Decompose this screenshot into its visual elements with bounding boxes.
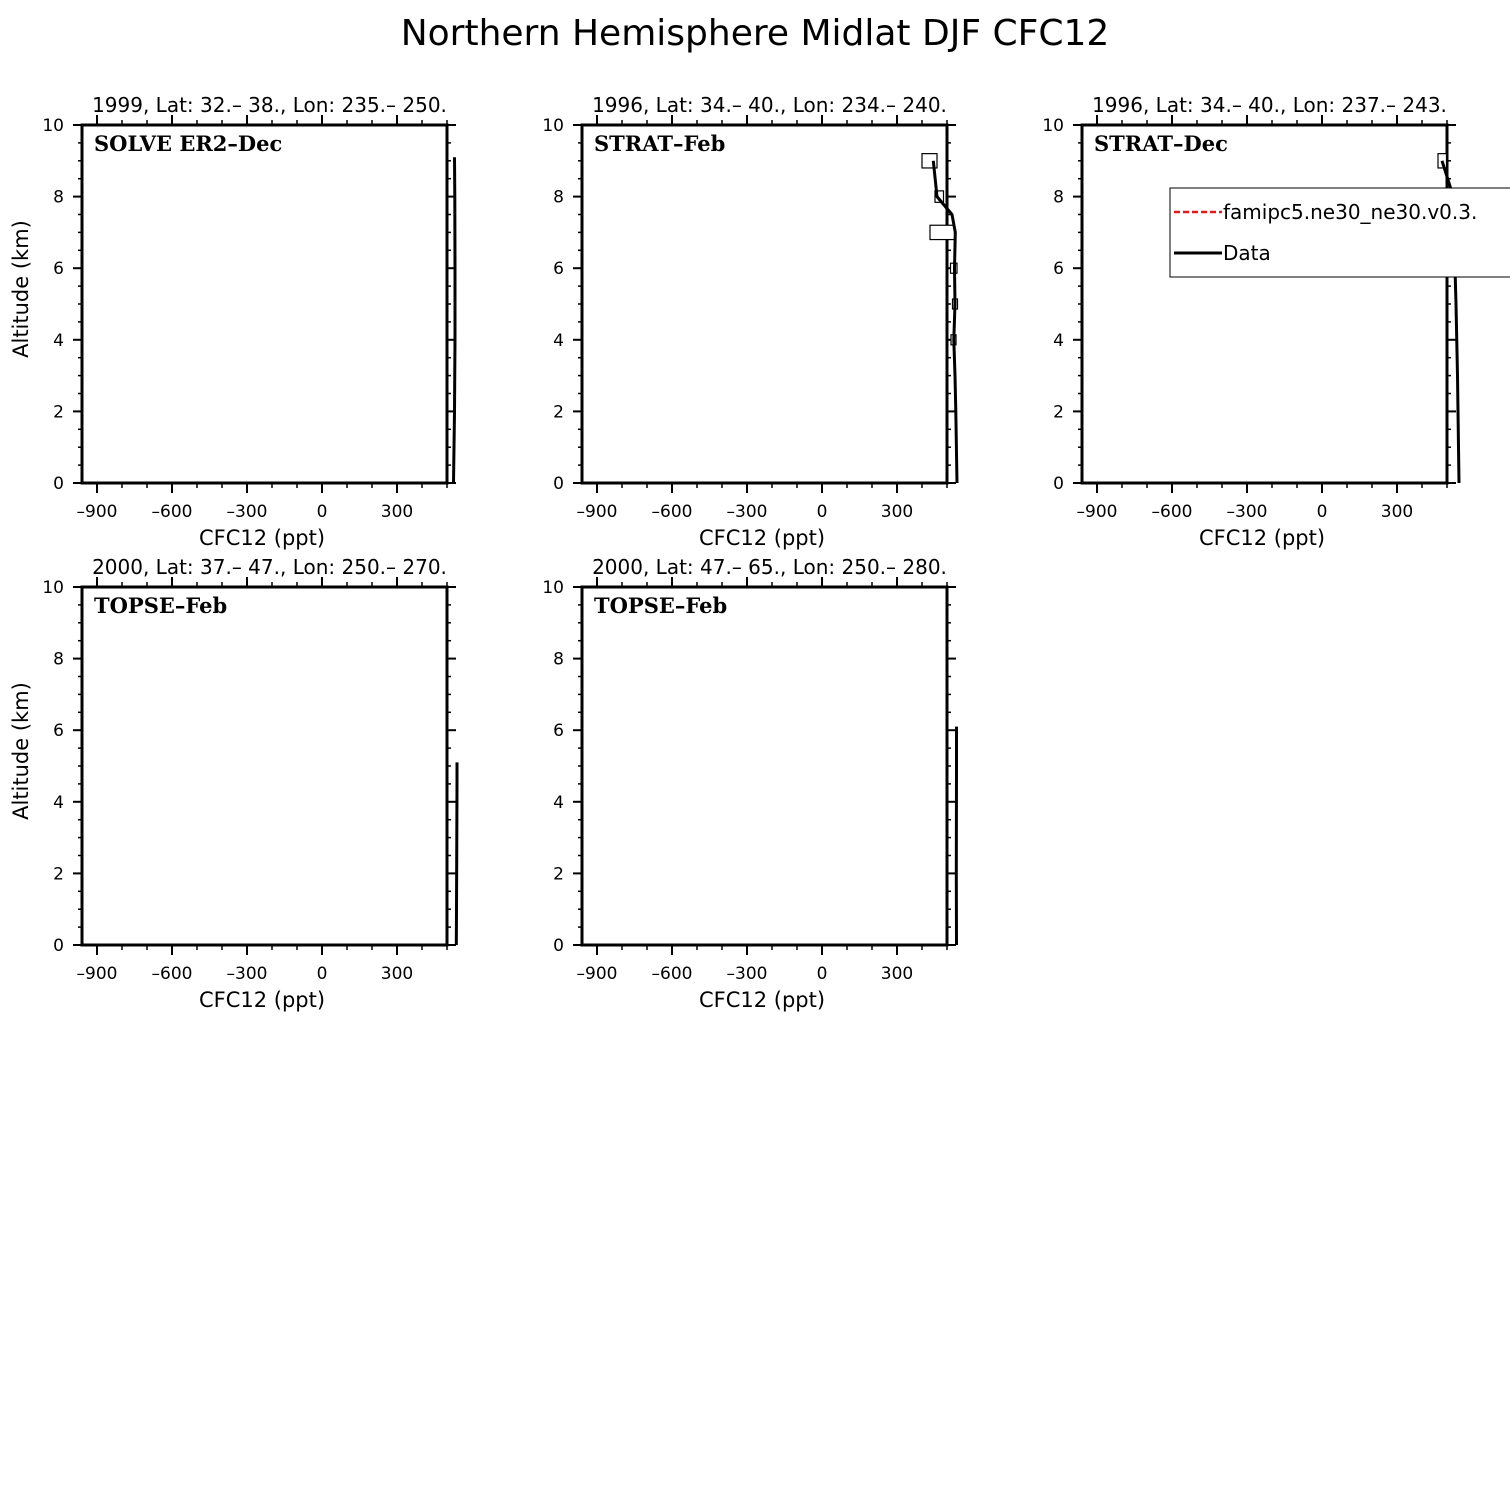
chart-panel-3 [1042,93,1459,550]
x-tick-label: 0 [816,964,828,984]
x-tick-label: –300 [226,502,268,522]
campaign-label: TOPSE–Feb [594,593,728,618]
y-tick-label: 2 [53,864,64,885]
data-error-box [930,225,955,239]
y-tick-label: 4 [53,792,64,813]
y-tick-label: 6 [53,721,64,742]
y-tick-label: 10 [542,116,564,136]
y-tick-label: 8 [53,649,64,670]
y-tick-label: 2 [553,402,564,423]
x-tick-label: –600 [651,964,693,984]
panel-title: 1996, Lat: 34.– 40., Lon: 237.– 243. [1092,93,1447,117]
plot-frame [82,125,447,483]
x-tick-label: 300 [380,502,414,522]
x-tick-label: –900 [1076,502,1118,522]
plot-frame [582,587,947,945]
y-tick-label: 2 [53,402,64,423]
plot-frame [582,125,947,483]
x-tick-label: –900 [76,964,118,984]
y-tick-label: 6 [553,721,564,742]
y-tick-label: 4 [1053,330,1064,351]
y-tick-label: 0 [1053,474,1064,494]
x-tick-label: 0 [816,502,828,522]
x-tick-label: –300 [226,964,268,984]
data-series-line [456,762,457,945]
y-tick-label: 4 [553,330,564,351]
y-tick-label: 2 [553,864,564,885]
y-tick-label: 10 [42,578,64,598]
x-axis-label: CFC12 (ppt) [1198,526,1326,550]
y-tick-label: 6 [1053,259,1064,280]
panel-title: 2000, Lat: 37.– 47., Lon: 250.– 270. [92,555,447,579]
y-tick-label: 2 [1053,402,1064,423]
data-series-line [933,161,957,483]
x-tick-label: 0 [316,964,328,984]
figure-title: Northern Hemisphere Midlat DJF CFC12 [400,13,1110,54]
y-tick-label: 0 [553,474,564,494]
x-axis-label: CFC12 (ppt) [198,526,326,550]
y-axis-label: Altitude (km) [9,682,33,820]
y-tick-label: 0 [53,474,64,494]
x-tick-label: –900 [576,502,618,522]
x-tick-label: 300 [380,964,414,984]
y-tick-label: 0 [553,936,564,956]
campaign-label: SOLVE ER2–Dec [94,131,283,156]
y-axis-label: Altitude (km) [9,220,33,358]
x-tick-label: –300 [726,964,768,984]
y-tick-label: 10 [542,578,564,598]
y-tick-label: 6 [553,259,564,280]
y-tick-label: 6 [53,259,64,280]
x-tick-label: –600 [151,964,193,984]
x-tick-label: 300 [880,964,914,984]
y-tick-label: 10 [1042,116,1064,136]
y-tick-label: 8 [53,187,64,208]
x-tick-label: 0 [1316,502,1328,522]
chart-panel-5 [542,555,956,1012]
legend [1170,188,1510,277]
y-tick-label: 8 [553,649,564,670]
x-tick-label: 300 [1380,502,1414,522]
y-tick-label: 10 [42,116,64,136]
x-tick-label: –600 [651,502,693,522]
x-tick-label: 300 [880,502,914,522]
panel-title: 1996, Lat: 34.– 40., Lon: 234.– 240. [592,93,947,117]
campaign-label: TOPSE–Feb [94,593,228,618]
panel-title: 1999, Lat: 32.– 38., Lon: 235.– 250. [92,93,447,117]
x-axis-label: CFC12 (ppt) [198,988,326,1012]
plot-frame [1082,125,1447,483]
chart-panel-2 [542,93,957,550]
y-tick-label: 8 [1053,187,1064,208]
campaign-label: STRAT–Feb [594,131,726,156]
y-tick-label: 4 [553,792,564,813]
x-axis-label: CFC12 (ppt) [698,526,826,550]
plot-frame [82,587,447,945]
x-tick-label: –600 [1151,502,1193,522]
chart-panel-1 [9,93,456,550]
y-tick-label: 8 [553,187,564,208]
chart-panel-4 [9,555,457,1012]
y-tick-label: 0 [53,936,64,956]
x-axis-label: CFC12 (ppt) [698,988,826,1012]
campaign-label: STRAT–Dec [1094,131,1228,156]
x-tick-label: –600 [151,502,193,522]
data-series-line [454,157,456,483]
x-tick-label: 0 [316,502,328,522]
legend-label-model: famipc5.ne30_ne30.v0.3. [1223,200,1478,224]
panel-title: 2000, Lat: 47.– 65., Lon: 250.– 280. [592,555,947,579]
legend-label-data: Data [1223,241,1271,265]
x-tick-label: –300 [1226,502,1268,522]
x-tick-label: –900 [576,964,618,984]
x-tick-label: –900 [76,502,118,522]
y-tick-label: 4 [53,330,64,351]
x-tick-label: –300 [726,502,768,522]
